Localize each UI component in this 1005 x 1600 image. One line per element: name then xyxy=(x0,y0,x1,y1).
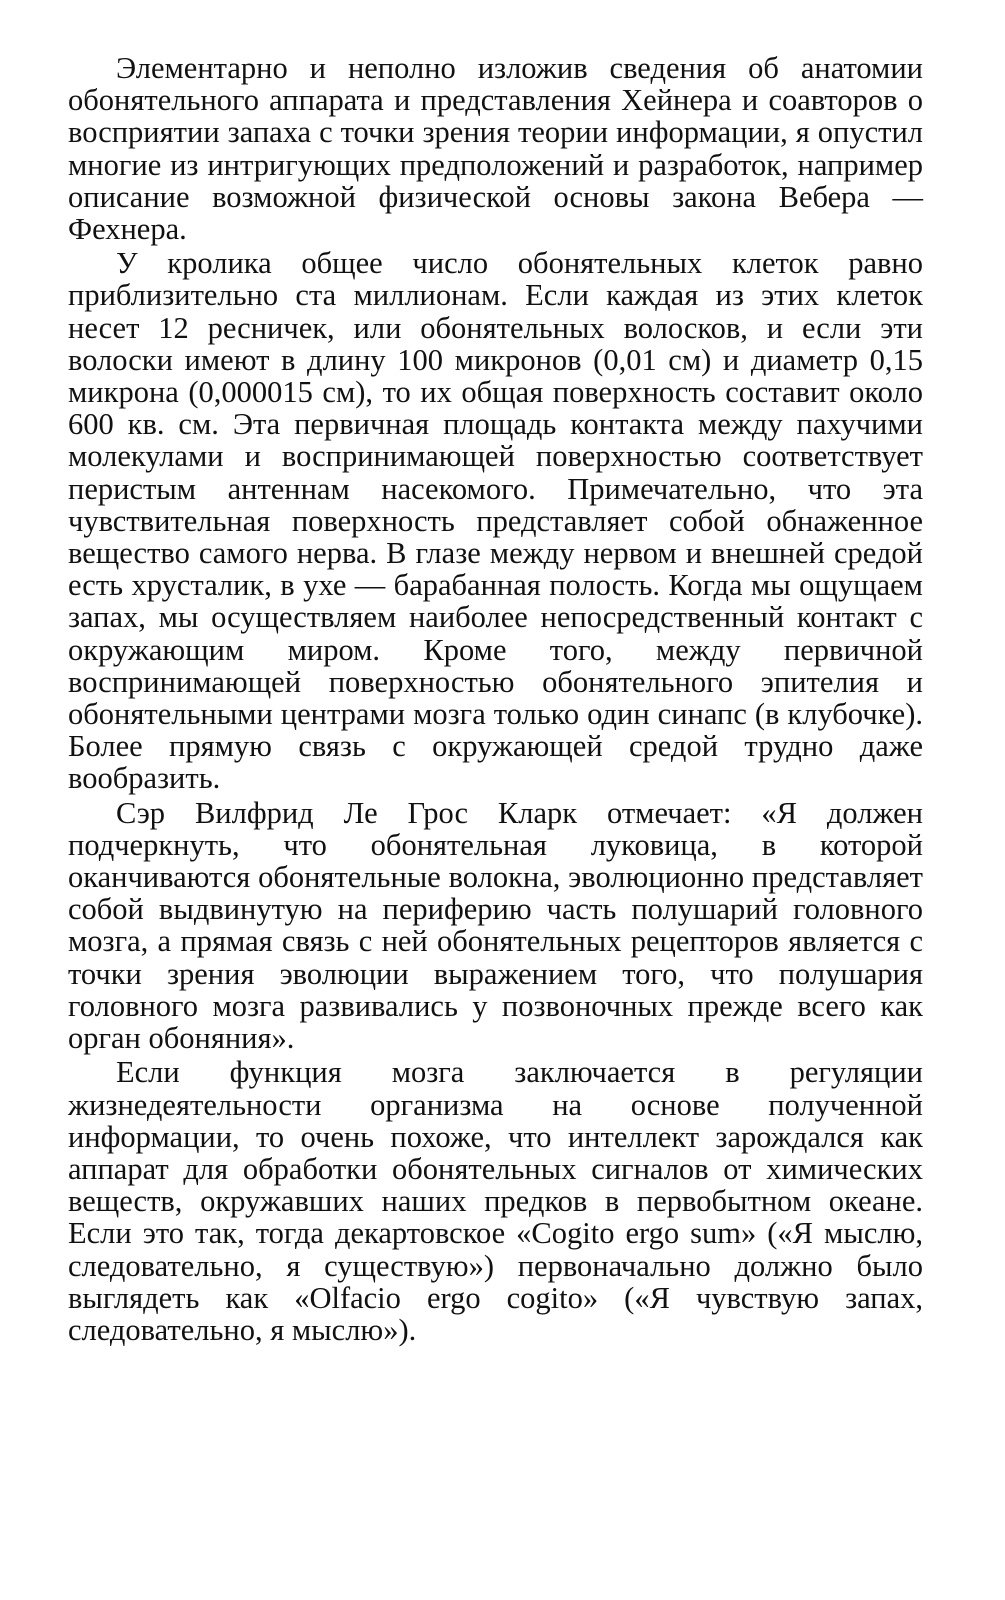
paragraph-1: Элементарно и неполно изложив сведения об анатомии обонятельного аппарата и представления Хейнера и соавторов о восприятии запаха с точки зрения теории информации, я опустил многие из интригующих предположений и разработок, например описание возможной физической основы закона Вебера — Фехнера. xyxy=(68,51,923,247)
paragraph-2: У кролика общее число обонятельных клеток равно приблизительно ста миллионам. Если каждая из этих клеток несет 12 ресничек, или обонятельных волосков, и если эти волоски имеют в длину 100 микронов (0,01 см) и диаметр 0,15 микрона (0,000015 см), то их общая поверхность составит около 600 кв. см. Эта первичная площадь контакта между пахучими молекулами и воспринимающей поверхностью соответствует перистым антеннам насекомого. Примечательно, что эта чувствительная поверхность представляет собой обнаженное вещество самого нерва. В глазе между нервом и внешней средой есть хрусталик, в ухе — барабанная полость. Когда мы ощущаем запах, мы осуществляем наиболее непосредственный контакт с окружающим миром. Кроме того, между первичной воспринимающей поверхностью обонятельного эпителия и обонятельными центрами мозга только один синапс (в клубочке). Более прямую связь с окружающей средой трудно даже вообразить. xyxy=(68,246,923,796)
page-body xyxy=(68,52,923,1346)
paragraph-3: Сэр Вилфрид Ле Грос Кларк отмечает: «Я должен подчеркнуть, что обонятельная луковица, в которой оканчиваются обонятельные волокна, эволюционно представляет собой выдвинутую на периферию часть полушарий головного мозга, а прямая связь с ней обонятельных рецепторов является с точки зрения эволюции выражением того, что полушария головного мозга развивались у позвоночных прежде всего как орган обоняния». xyxy=(68,795,923,1056)
paragraph-4: Если функция мозга заключается в регуляции жизнедеятельности организма на основе полученной информации, то очень похоже, что интеллект зарождался как аппарат для обработки обонятельных сигналов от химических веществ, окружавших наших предков в первобытном океане. Если это так, тогда декартовское «Cogito ergo sum» («Я мыслю, следовательно, я существую») первоначально должно было выглядеть как «Olfacio ergo cogito» («Я чувствую запах, следовательно, я мыслю»). xyxy=(68,1055,923,1347)
